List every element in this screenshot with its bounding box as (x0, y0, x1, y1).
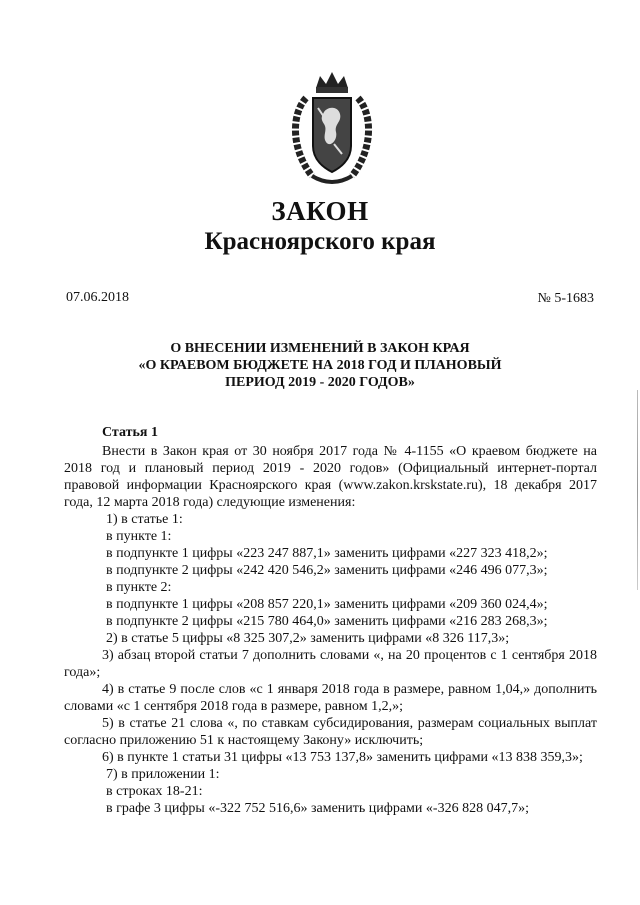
scan-edge-mark (637, 390, 638, 590)
law-heading-line: «О КРАЕВОМ БЮДЖЕТЕ НА 2018 ГОД И ПЛАНОВЫЙ (138, 358, 502, 373)
list-item: 4) в статье 9 после слов «с 1 января 2018 года в размере, равном 1,04,» дополнить словами «с 1 сентября 2018 года в размере, равном 1,2,»; (64, 682, 597, 714)
list-item: 7) в приложении 1: (106, 767, 220, 782)
list-item: в подпункте 2 цифры «215 780 464,0» заменить цифрами «216 283 268,3»; (106, 614, 548, 629)
document-date: 07.06.2018 (66, 290, 129, 305)
document-number: № 5-1683 (537, 291, 594, 306)
list-item: 1) в статье 1: (106, 512, 183, 527)
list-item: в подпункте 1 цифры «223 247 887,1» заменить цифрами «227 323 418,2»; (106, 546, 548, 561)
law-heading-line: О ВНЕСЕНИИ ИЗМЕНЕНИЙ В ЗАКОН КРАЯ (170, 341, 470, 356)
region-title: Красноярского края (204, 228, 436, 255)
law-heading-line: ПЕРИОД 2019 - 2020 ГОДОВ» (225, 375, 415, 390)
list-item: 5) в статье 21 слова «, по ставкам субсидирования, размерам социальных выплат согласно приложению 51 к настоящему Закону» исключить; (64, 716, 597, 748)
list-item: в подпункте 1 цифры «208 857 220,1» заменить цифрами «209 360 024,4»; (106, 597, 548, 612)
list-item: 6) в пункте 1 статьи 31 цифры «13 753 137,8» заменить цифрами «13 838 359,3»; (102, 750, 583, 765)
list-item: в пункте 1: (106, 529, 172, 544)
list-item: в пункте 2: (106, 580, 172, 595)
list-item: в подпункте 2 цифры «242 420 546,2» заменить цифрами «246 496 077,3»; (106, 563, 548, 578)
document-type-title: ЗАКОН (271, 196, 369, 226)
article-title: Статья 1 (102, 425, 158, 440)
list-item: в графе 3 цифры «-322 752 516,6» заменить цифрами «-326 828 047,7»; (106, 801, 529, 816)
list-item: в строках 18-21: (106, 784, 203, 799)
article-intro: Внести в Закон края от 30 ноября 2017 года № 4-1155 «О краевом бюджете на 2018 год и плановый период 2019 - 2020 годов» (Официальный интернет-портал правовой информации Красноярского края (www.zakon.krskstate.ru), 18 декабря 2017 года, 12 марта 2018 года) следующие изменения: (64, 444, 597, 510)
list-item: 3) абзац второй статьи 7 дополнить словами «, на 20 процентов с 1 сентября 2018 года»; (64, 648, 597, 680)
article-body (64, 424, 597, 817)
coat-of-arms-emblem (282, 68, 382, 190)
law-heading (0, 340, 640, 391)
list-item: 2) в статье 5 цифры «8 325 307,2» заменить цифрами «8 326 117,3»; (106, 631, 510, 646)
